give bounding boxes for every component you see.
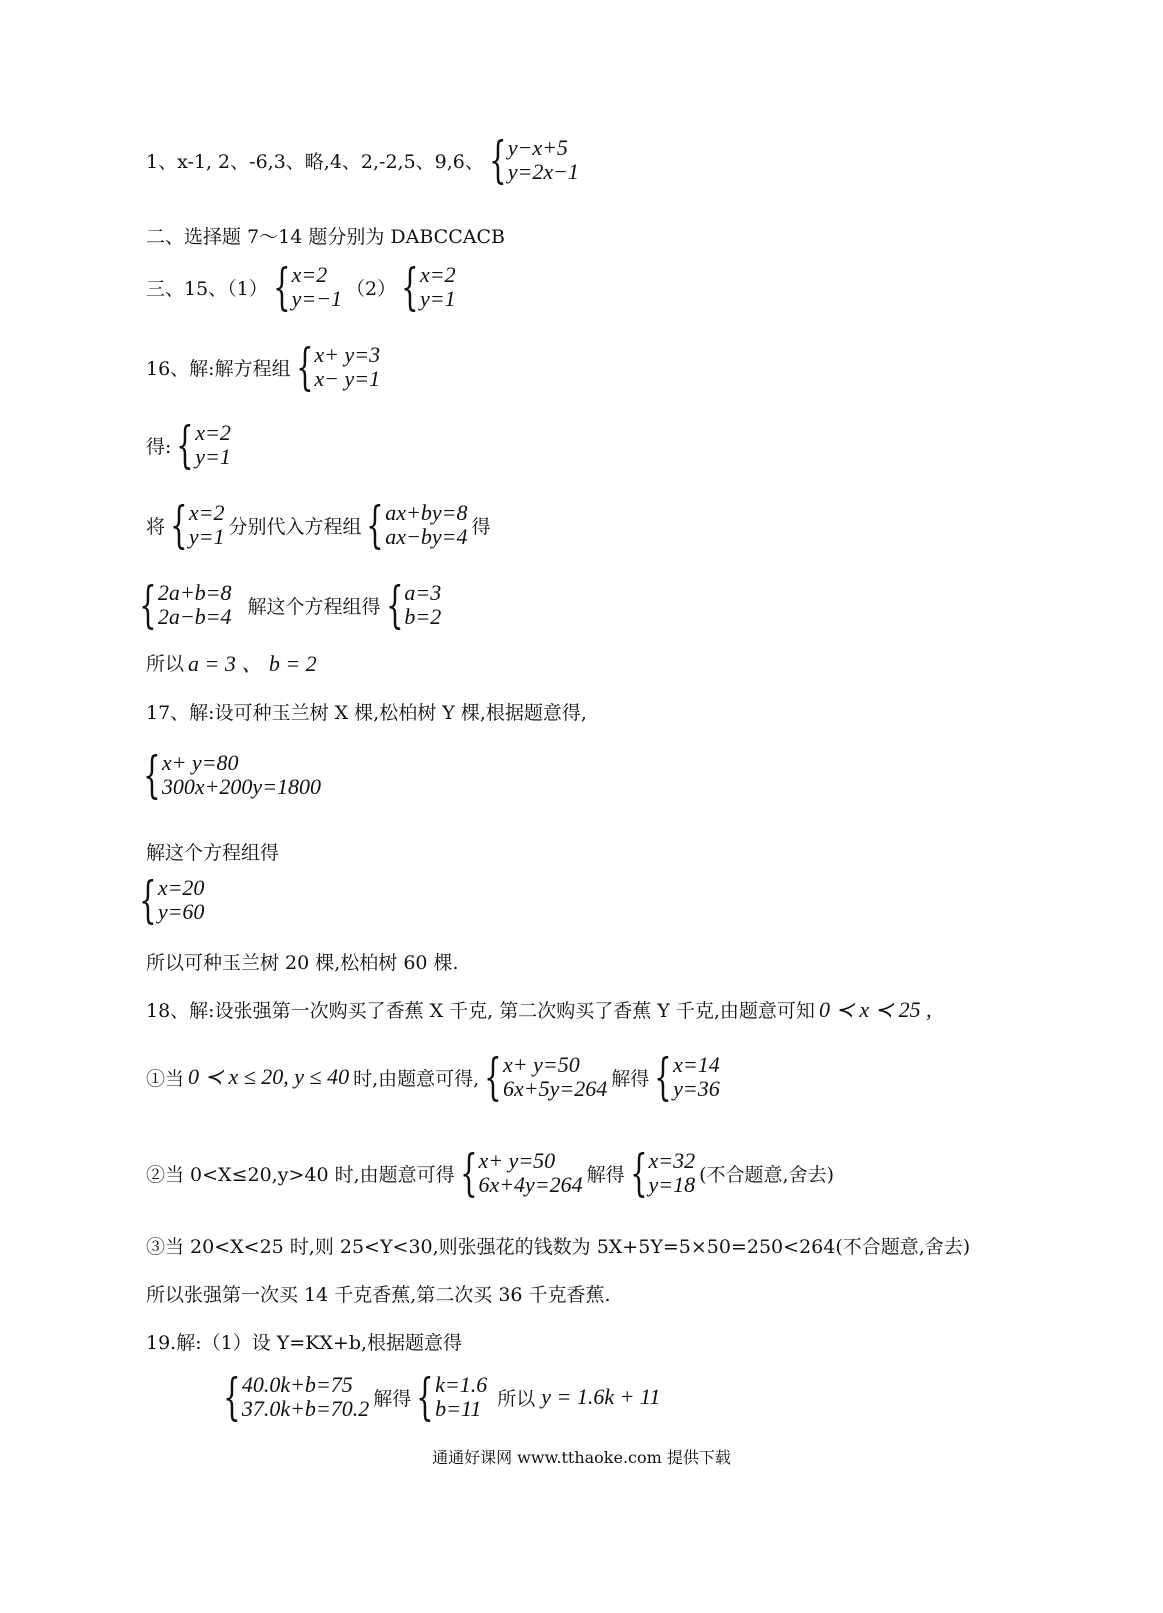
equation-system: { k=1.6 b=11 bbox=[416, 1368, 488, 1426]
equation-system: { ax+by=8 ax−by=4 bbox=[366, 496, 468, 554]
equation-system: { x=2 y=1 bbox=[170, 496, 225, 554]
text: 得 bbox=[471, 515, 491, 538]
answer-line-18-case3 bbox=[146, 1232, 970, 1259]
equation: ax−by=4 bbox=[385, 524, 468, 549]
answer-line-16 bbox=[146, 338, 384, 396]
answer-15-prefix: 三、15、（1） bbox=[146, 277, 268, 300]
equation-system: { x=2 y=−1 bbox=[272, 258, 343, 316]
equation: y=1 bbox=[188, 524, 225, 549]
answer-line-18 bbox=[146, 996, 932, 1023]
equation: 2a+b=8 bbox=[157, 580, 232, 605]
equation: a=3 bbox=[404, 580, 442, 605]
equation-system: { 2a+b=8 2a−b=4 bbox=[139, 576, 232, 634]
text: 解这个方程组得 bbox=[146, 842, 280, 864]
answer-line-19 bbox=[146, 1328, 462, 1355]
text: 时,由题意可得, bbox=[353, 1067, 480, 1090]
text: (不合题意,舍去) bbox=[699, 1163, 834, 1186]
equation-system: { 40.0k+b=75 37.0k+b=70.2 bbox=[223, 1368, 370, 1426]
equation: x=2 bbox=[419, 262, 456, 287]
equation-system: { x=14 y=36 bbox=[654, 1048, 720, 1106]
answer-line-17 bbox=[146, 698, 587, 725]
equation-system: { x=2 y=1 bbox=[176, 416, 231, 474]
equation: y−x+5 bbox=[507, 135, 568, 160]
answer-line-17-system bbox=[143, 746, 325, 804]
get-label: 得: bbox=[146, 435, 172, 458]
math-expression: a = 3 、 b = 2 bbox=[188, 651, 317, 676]
text: 所以张强第一次买 14 千克香蕉,第二次买 36 千克香蕉. bbox=[146, 1284, 611, 1306]
text: 解得 bbox=[586, 1163, 625, 1186]
equation: x=2 bbox=[195, 420, 231, 445]
equation: y=18 bbox=[648, 1172, 696, 1197]
equation: x=2 bbox=[291, 262, 328, 287]
equation-system: { x+ y=3 x− y=1 bbox=[295, 338, 381, 396]
text: ③当 20<X<25 时,则 25<Y<30,则张强花的钱数为 5X+5Y=5×50=250<264(不合题意,舍去) bbox=[146, 1236, 971, 1258]
equation-system: { x+ y=80 300x+200y=1800 bbox=[143, 746, 322, 804]
answer-line-16-solution bbox=[146, 416, 235, 474]
math-expression: 0 ≺ x ≺ 25 , bbox=[818, 996, 932, 1022]
math-expression: y = 1.6k + 11 bbox=[541, 1384, 661, 1409]
answer-16-intro: 16、解:解方程组 bbox=[146, 357, 291, 380]
equation: y=1 bbox=[195, 444, 231, 469]
equation: x=2 bbox=[188, 500, 225, 525]
brace: { bbox=[489, 131, 507, 189]
text: 所以 bbox=[497, 1387, 536, 1410]
equation: k=1.6 bbox=[435, 1372, 488, 1397]
text: 解这个方程组得 bbox=[247, 595, 381, 618]
equation-system: { x=20 y=60 bbox=[139, 871, 205, 929]
equation: x+ y=3 bbox=[314, 342, 381, 367]
equation: x− y=1 bbox=[314, 366, 381, 391]
equation-system bbox=[488, 131, 579, 189]
equation: y=−1 bbox=[291, 286, 343, 311]
answer-line-15 bbox=[146, 258, 460, 316]
text: ②当 0<X≤20,y>40 时,由题意可得 bbox=[146, 1163, 455, 1186]
text: 将 bbox=[146, 515, 166, 538]
equation: b=11 bbox=[435, 1396, 482, 1421]
equation: x+ y=50 bbox=[503, 1052, 580, 1077]
equation: y=1 bbox=[419, 286, 456, 311]
answer-line-18-case2 bbox=[146, 1144, 834, 1202]
equation-system: { x+ y=50 6x+5y=264 bbox=[484, 1048, 608, 1106]
equation-system: { a=3 b=2 bbox=[385, 576, 442, 634]
text: 所以 bbox=[146, 653, 185, 675]
equation: x+ y=80 bbox=[161, 750, 239, 775]
answer-line-18-conclusion bbox=[146, 1280, 611, 1307]
equation-system: { x=32 y=18 bbox=[629, 1144, 696, 1202]
footer-source: 通通好课网 www.tthaoke.com 提供下载 bbox=[432, 1448, 731, 1467]
equation: y=60 bbox=[157, 899, 205, 924]
equation: 6x+4y=264 bbox=[478, 1172, 583, 1197]
equation: b=2 bbox=[404, 604, 442, 629]
answer-line-19-system bbox=[218, 1368, 661, 1426]
answer-line-17-conclusion bbox=[146, 948, 459, 975]
equation: 300x+200y=1800 bbox=[161, 774, 322, 799]
answer-15-mid: （2） bbox=[346, 277, 397, 300]
equation: ax+by=8 bbox=[385, 500, 468, 525]
text: 分别代入方程组 bbox=[228, 515, 362, 538]
text: 解得 bbox=[373, 1387, 412, 1410]
equation: 6x+5y=264 bbox=[503, 1076, 608, 1101]
equation-system: { x=2 y=1 bbox=[401, 258, 456, 316]
equation: x=14 bbox=[673, 1052, 720, 1077]
equation: x=20 bbox=[157, 875, 205, 900]
answer-line-17-solution bbox=[139, 871, 208, 929]
text: ①当 bbox=[146, 1067, 185, 1090]
text: 19.解:（1）设 Y=KX+b,根据题意得 bbox=[146, 1332, 463, 1354]
answer-line-2 bbox=[146, 222, 505, 249]
answer-line-18-case1 bbox=[146, 1048, 724, 1106]
answer-line-1 bbox=[146, 131, 583, 189]
equation: x=32 bbox=[648, 1148, 696, 1173]
equation-system: { x+ y=50 6x+4y=264 bbox=[459, 1144, 583, 1202]
text: 解得 bbox=[611, 1067, 650, 1090]
equation: 37.0k+b=70.2 bbox=[241, 1396, 370, 1421]
equation: y=2x−1 bbox=[507, 159, 579, 184]
equation: y=36 bbox=[673, 1076, 720, 1101]
math-expression: 0 ≺ x ≤ 20, y ≤ 40 bbox=[188, 1064, 350, 1089]
answer-line-16-substitute bbox=[146, 496, 491, 554]
equation: 2a−b=4 bbox=[157, 604, 232, 629]
choice-answers: 二、选择题 7～14 题分别为 DABCCACB bbox=[146, 226, 505, 248]
answer-line-16-conclusion bbox=[146, 647, 317, 678]
text: 所以可种玉兰树 20 棵,松柏树 60 棵. bbox=[146, 952, 459, 974]
answer-line-16-ab bbox=[139, 576, 445, 634]
equation: 40.0k+b=75 bbox=[241, 1372, 353, 1397]
text: 18、解:设张强第一次购买了香蕉 X 千克, 第二次购买了香蕉 Y 千克,由题意可知 bbox=[146, 1000, 815, 1022]
answer-1-text: 1、x-1, 2、-6,3、略,4、2,-2,5、9,6、 bbox=[146, 150, 484, 173]
equation: x+ y=50 bbox=[478, 1148, 556, 1173]
text: 17、解:设可种玉兰树 X 棵,松柏树 Y 棵,根据题意得, bbox=[146, 702, 587, 724]
answer-line-17-solve bbox=[146, 838, 279, 865]
